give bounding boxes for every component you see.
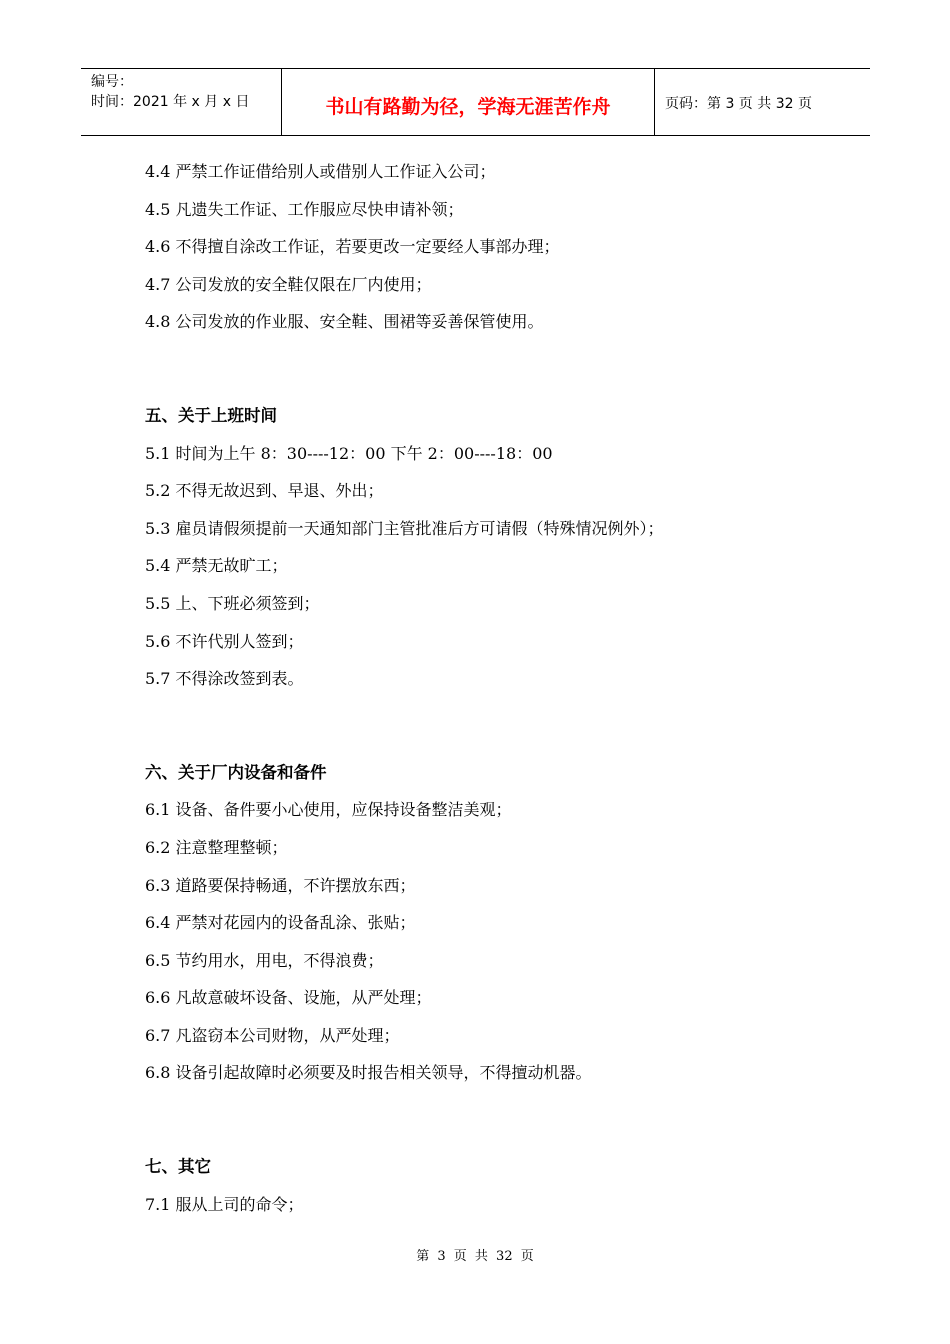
list-item: 6.8 设备引起故障时必须要及时报告相关领导，不得擅动机器。 — [145, 1063, 592, 1083]
header-number-label: 编号： — [91, 74, 133, 90]
list-item: 6.4 严禁对花园内的设备乱涂、张贴； — [145, 913, 416, 933]
section-heading: 五、关于上班时间 — [145, 405, 277, 425]
list-item: 5.3 雇员请假须提前一天通知部门主管批准后方可请假（特殊情况例外）； — [145, 518, 664, 538]
header-motto-cell — [282, 69, 655, 135]
list-item: 5.4 严禁无故旷工； — [145, 556, 288, 576]
list-item: 5.1 时间为上午 8：30----12：00 下午 2：00----18：00 — [145, 443, 553, 463]
footer-page-number: 第 3 页 共 32 页 — [416, 1249, 534, 1264]
header-time-label: 时间：2021 年 x 月 x 日 — [91, 94, 250, 110]
section-5 — [145, 397, 845, 698]
list-item: 5.6 不许代别人签到； — [145, 631, 304, 651]
section-spacer — [145, 341, 845, 397]
section-spacer — [145, 698, 845, 754]
section-7 — [145, 1148, 845, 1223]
section-4-list — [145, 153, 845, 341]
page-footer — [0, 1245, 950, 1264]
header-page-info-cell — [655, 69, 870, 135]
list-item: 6.1 设备、备件要小心使用，应保持设备整洁美观； — [145, 800, 512, 820]
section-spacer — [145, 1092, 845, 1148]
list-item: 4.7 公司发放的安全鞋仅限在厂内使用； — [145, 274, 432, 294]
section-heading: 六、关于厂内设备和备件 — [145, 762, 327, 782]
list-item: 4.4 严禁工作证借给别人或借别人工作证入公司； — [145, 162, 496, 181]
list-item: 7.1 服从上司的命令； — [145, 1194, 304, 1214]
page-header — [81, 68, 870, 136]
list-item: 5.2 不得无故迟到、早退、外出； — [145, 481, 384, 501]
list-item: 5.5 上、下班必须签到； — [145, 593, 320, 613]
list-item: 4.6 不得擅自涂改工作证，若要更改一定要经人事部办理； — [145, 237, 560, 257]
list-item: 4.8 公司发放的作业服、安全鞋、围裙等妥善保管使用。 — [145, 312, 544, 332]
header-page-info: 页码：第 3 页 共 32 页 — [665, 96, 812, 112]
list-item: 5.7 不得涂改签到表。 — [145, 669, 304, 689]
list-item: 6.2 注意整理整顿； — [145, 837, 288, 857]
section-6 — [145, 754, 845, 1092]
list-item: 6.5 节约用水，用电，不得浪费； — [145, 950, 384, 970]
section-heading: 七、其它 — [145, 1157, 211, 1177]
header-meta — [81, 69, 282, 135]
header-motto: 书山有路勤为径，学海无涯苦作舟 — [325, 95, 611, 118]
list-item: 6.6 凡故意破坏设备、设施，从严处理； — [145, 988, 432, 1008]
list-item: 4.5 凡遗失工作证、工作服应尽快申请补领； — [145, 199, 464, 219]
document-body — [145, 153, 845, 1223]
list-item: 6.3 道路要保持畅通，不许摆放东西； — [145, 875, 416, 895]
list-item: 6.7 凡盗窃本公司财物，从严处理； — [145, 1025, 400, 1045]
